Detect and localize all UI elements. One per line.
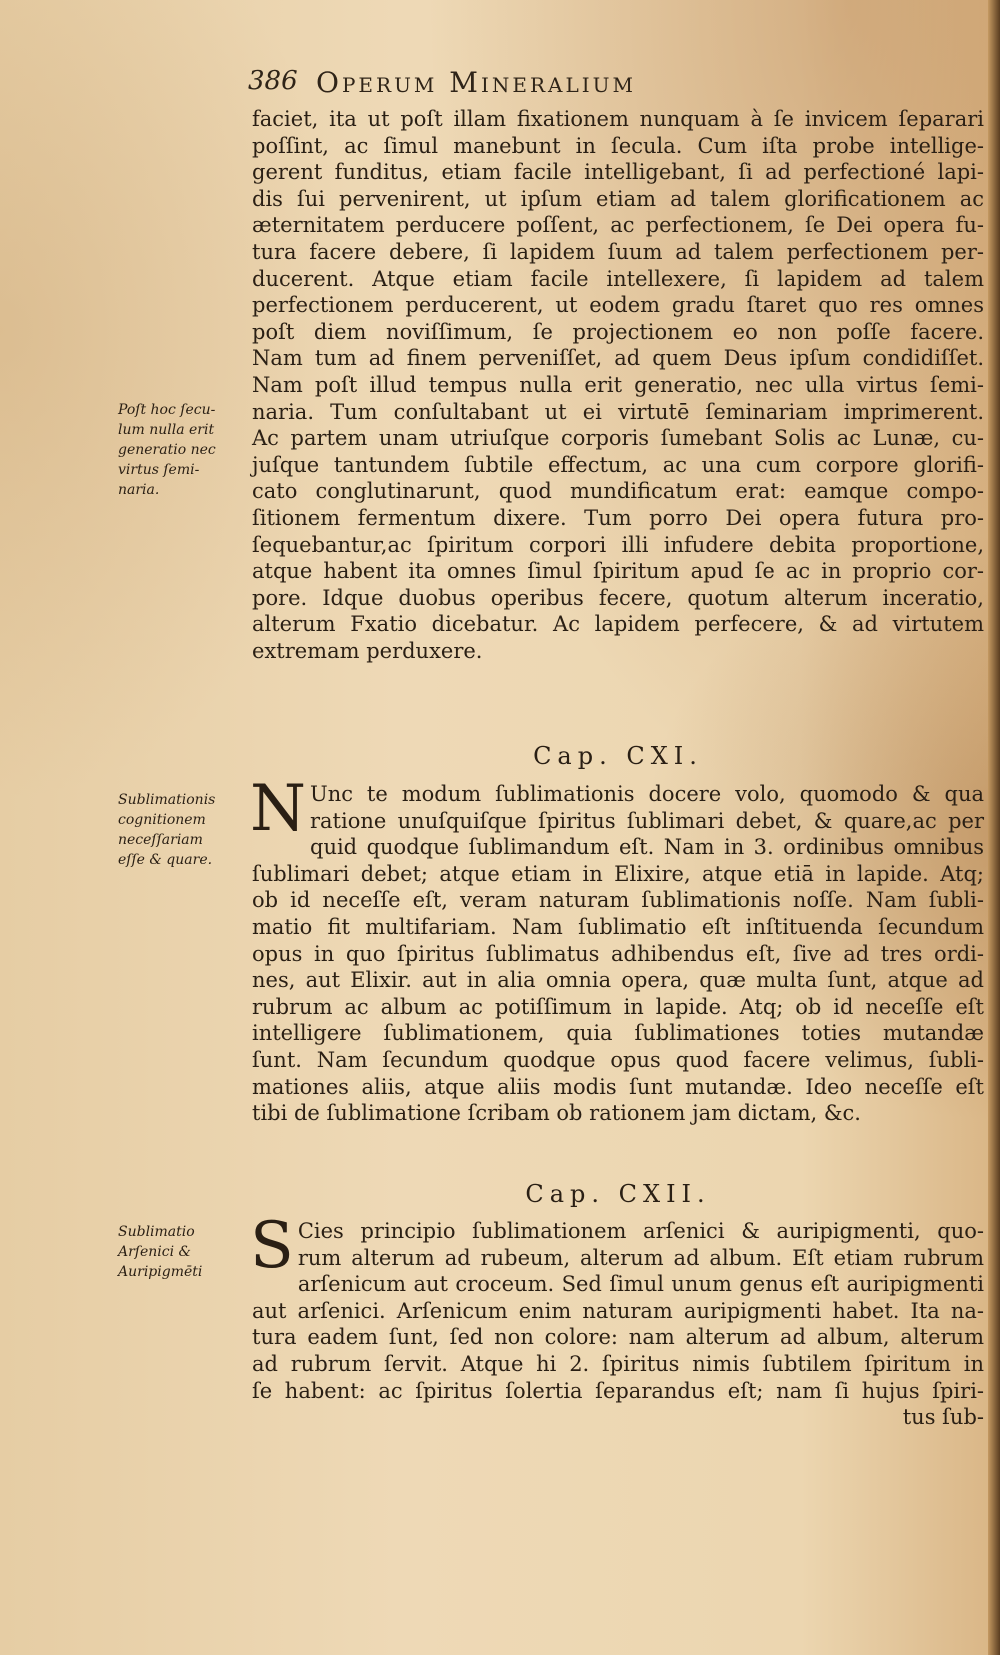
text-line: pore. Idque duobus operibus fecere, quotum alterum inceratio,	[252, 585, 984, 610]
text-line: naria. Tum conſultabant ut ei virtutē ſeminariam imprimerent.	[252, 399, 984, 424]
text-line: tura facere debere, ſi lapidem ſuum ad talem perfectionem per-	[252, 239, 984, 264]
paragraph-continuation	[252, 106, 984, 664]
text-line: faciet, ita ut poſt illam fixationem nunquam à ſe invicem ſeparari	[252, 107, 984, 131]
text-line: ratione unuſquiſque ſpiritus ſublimari debet, & quare,ac per	[310, 808, 984, 833]
page-header	[248, 66, 888, 106]
text-line: cognitionem	[118, 812, 206, 828]
text-line: alterum Fxatio dicebatur. Ac lapidem perfecere, & ad virtutem	[252, 612, 984, 637]
text-line: Nam tum ad finem perveniſſet, ad quem Deus ipſum condidiſſet.	[252, 346, 984, 371]
margin-note-sublimatio-arsenici	[118, 1222, 258, 1282]
margin-note-sublimationis	[118, 790, 258, 870]
text-line: cato conglutinarunt, quod mundificatum erat: eamque compo-	[252, 479, 984, 504]
text-line: ad rubrum ſervit. Atque hi 2. ſpiritus nimis ſubtilem ſpiritum in	[252, 1351, 984, 1376]
text-line: poſt diem noviſſimum, ſe projectionem eo non poſſe facere.	[252, 319, 984, 344]
margin-note-generatio	[118, 400, 258, 500]
text-line: poſſint, ac ſimul manebunt in ſecula. Cum iſta probe intellige-	[252, 133, 984, 158]
text-line: nes, aut Elixir. aut in alia omnia opera, quæ multa ſunt, atque ad	[252, 968, 984, 993]
text-line: Nam poſt illud tempus nulla erit generatio, nec ulla virtus ſemi-	[252, 372, 984, 397]
text-line: ducerent. Atque etiam facile intellexere, ſi lapidem ad talem	[252, 266, 984, 291]
page-gutter-shadow	[988, 0, 1000, 1655]
text-line: ſitionem fermentum dixere. Tum porro Dei opera futura pro-	[252, 505, 984, 530]
text-line: Ac partem unam utriuſque corporis ſumebant Solis ac Lunæ, cu-	[252, 426, 984, 451]
text-line: ſunt. Nam ſecundum quodque opus quod facere velimus, ſubli-	[252, 1047, 984, 1072]
text-line: arſenicum aut croceum. Sed ſimul unum genus eſt auripigmenti	[297, 1272, 984, 1297]
chapter-heading-cxi: Cap. CXI.	[533, 742, 703, 770]
text-line: generatio nec	[118, 442, 216, 458]
text-line: opus in quo ſpiritus ſublimatus adhibendus eſt, ſive ad tres ordi-	[252, 941, 984, 966]
text-line: ſublimari debet; atque etiam in Elixire, atque etiā in lapide. Atq;	[252, 861, 984, 886]
text-line: tura eadem ſunt, ſed non colore: nam alterum ad album, alterum	[252, 1325, 984, 1350]
dropcap-s: S	[250, 1209, 294, 1283]
text-line: tibi de ſublimatione ſcribam ob rationem jam dictam, &c.	[252, 1101, 861, 1126]
text-line: rum alterum ad rubeum, alterum ad album. Eſt etiam rubrum	[297, 1245, 984, 1270]
chapter-cxii-paragraph	[250, 1209, 984, 1431]
text-line: naria.	[118, 482, 160, 498]
chapter-cxi-paragraph	[250, 772, 984, 1127]
text-line: Arſenici &	[118, 1244, 191, 1260]
text-line: perfectionem perducerent, ut eodem gradu ſtaret quo res omnes	[252, 293, 984, 318]
text-line: ſe habent: ac ſpiritus ſolertia ſeparandus eſt; nam ſi hujus ſpiri-	[252, 1378, 984, 1403]
text-line: quid quodque ſublimandum eſt. Nam in 3. ordinibus omnibus	[310, 835, 984, 860]
text-line: ob id neceſſe eſt, veram naturam ſublimationis noſſe. Nam ſubli-	[252, 888, 984, 913]
text-line: Unc te modum ſublimationis docere volo, quomodo & qua	[310, 782, 984, 806]
running-title: Operum Mineralium	[316, 66, 636, 99]
text-line: matio fit multifariam. Nam ſublimatio eſt inſtituenda ſecundum	[252, 914, 984, 939]
text-line: extremam perduxere.	[252, 638, 483, 663]
text-line: lum nulla erit	[118, 422, 215, 438]
page-number: 386	[248, 66, 298, 96]
text-line: mationes aliis, atque aliis modis ſunt mutandæ. Ideo neceſſe eſt	[252, 1074, 984, 1099]
text-line: eſſe & quare.	[118, 852, 213, 868]
text-line: æternitatem perducere poſſent, ac perfectionem, ſe Dei opera fu-	[252, 213, 984, 238]
text-line: dis ſui pervenirent, ut ipſum etiam ad talem glorificationem ac	[252, 186, 984, 211]
text-line: aut arſenici. Arſenicum enim naturam auripigmenti habet. Ita na-	[252, 1298, 984, 1323]
text-line: rubrum ac album ac potiſſimum in lapide. Atq; ob id neceſſe eſt	[252, 994, 984, 1019]
text-line: intelligere ſublimationem, quia ſublimationes toties mutandæ	[252, 1021, 984, 1046]
text-line: Poſt hoc ſecu-	[118, 402, 216, 418]
dropcap-n: N	[250, 772, 306, 846]
text-line: Sublimatio	[118, 1224, 195, 1240]
text-line: Sublimationis	[118, 792, 216, 808]
text-line: neceſſariam	[118, 832, 203, 848]
text-line: Auripigmēti	[118, 1264, 203, 1280]
text-line: gerent funditus, etiam facile intelligebant, ſi ad perfectioné lapi-	[252, 160, 984, 185]
text-line: virtus ſemi-	[118, 462, 200, 478]
catchword: tus ſub-	[902, 1405, 984, 1430]
text-line: juſque tantundem ſubtile effectum, ac una cum corpore glorifi-	[252, 452, 984, 477]
chapter-heading-cxii: Cap. CXII.	[525, 1180, 711, 1208]
text-line: atque habent ita omnes ſimul ſpiritum apud ſe ac in proprio cor-	[252, 559, 984, 584]
text-line: ſequebantur,ac ſpiritum corpori illi infudere debita proportione,	[252, 532, 984, 557]
text-line: Cies principio ſublimationem arſenici & auripigmenti, quo-	[297, 1219, 984, 1243]
